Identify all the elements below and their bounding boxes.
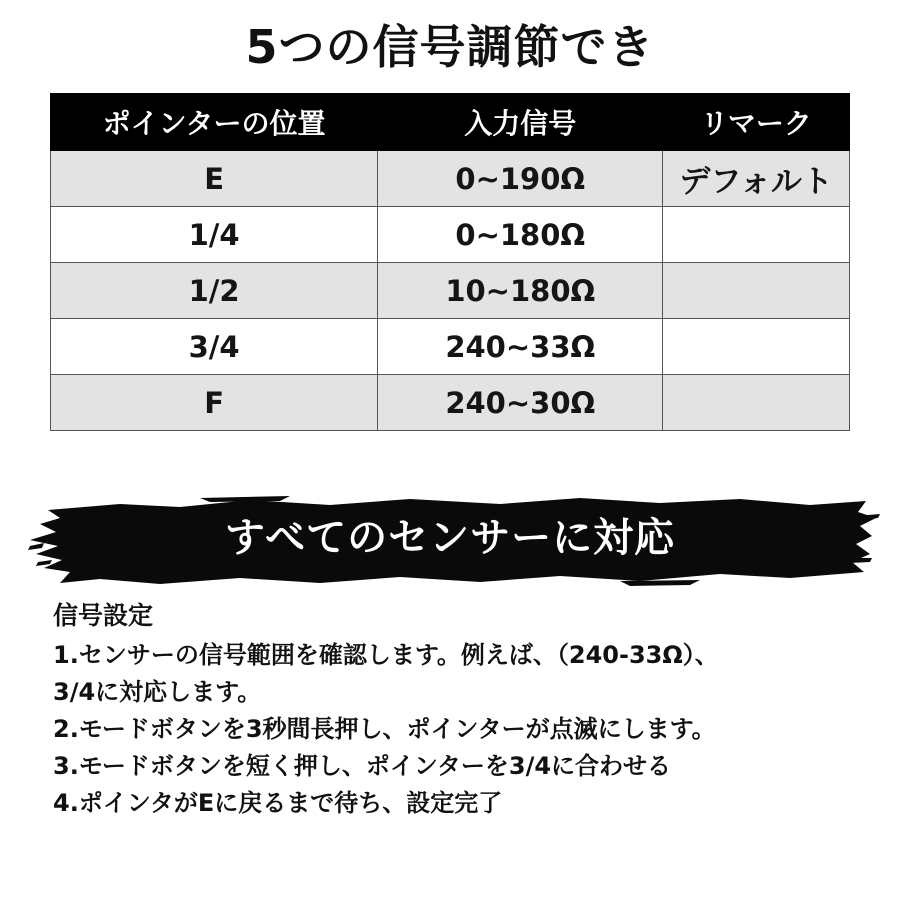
header-remark: リマーク <box>663 94 850 151</box>
instruction-line: 3/4に対応します。 <box>53 678 262 706</box>
brush-stroke-banner <box>0 488 900 596</box>
table-row <box>51 263 850 319</box>
cell-remark <box>663 375 850 431</box>
table-header-row <box>51 94 850 151</box>
signal-table <box>50 93 850 431</box>
instructions-heading: 信号設定 <box>53 601 154 630</box>
cell-signal: 0~180Ω <box>378 207 663 263</box>
instruction-line: 1.センサーの信号範囲を確認します。例えば、（240-33Ω）、 <box>53 641 719 669</box>
cell-signal: 0~190Ω <box>378 151 663 207</box>
cell-position: 3/4 <box>51 319 378 375</box>
table-row <box>51 207 850 263</box>
instructions-section <box>53 595 893 822</box>
cell-remark <box>663 319 850 375</box>
table-row <box>51 319 850 375</box>
cell-position: E <box>51 151 378 207</box>
header-input-signal: 入力信号 <box>378 94 663 151</box>
cell-remark: デフォルト <box>663 151 850 207</box>
instruction-line: 3.モードボタンを短く押し、ポインターを3/4に合わせる <box>53 752 672 780</box>
banner-title: すべてのセンサーに対応 <box>224 515 676 561</box>
page-title: 5つの信号調節でき <box>245 20 655 74</box>
cell-position: F <box>51 375 378 431</box>
cell-signal: 240~30Ω <box>378 375 663 431</box>
table-row <box>51 151 850 207</box>
cell-signal: 10~180Ω <box>378 263 663 319</box>
cell-signal: 240~33Ω <box>378 319 663 375</box>
cell-remark <box>663 263 850 319</box>
instruction-line: 4.ポインタがEに戻るまで待ち、設定完了 <box>53 789 503 817</box>
cell-position: 1/2 <box>51 263 378 319</box>
cell-remark <box>663 207 850 263</box>
header-pointer-position: ポインターの位置 <box>51 94 378 151</box>
table-row <box>51 375 850 431</box>
instruction-line: 2.モードボタンを3秒間長押し、ポインターが点滅にします。 <box>53 715 716 743</box>
cell-position: 1/4 <box>51 207 378 263</box>
